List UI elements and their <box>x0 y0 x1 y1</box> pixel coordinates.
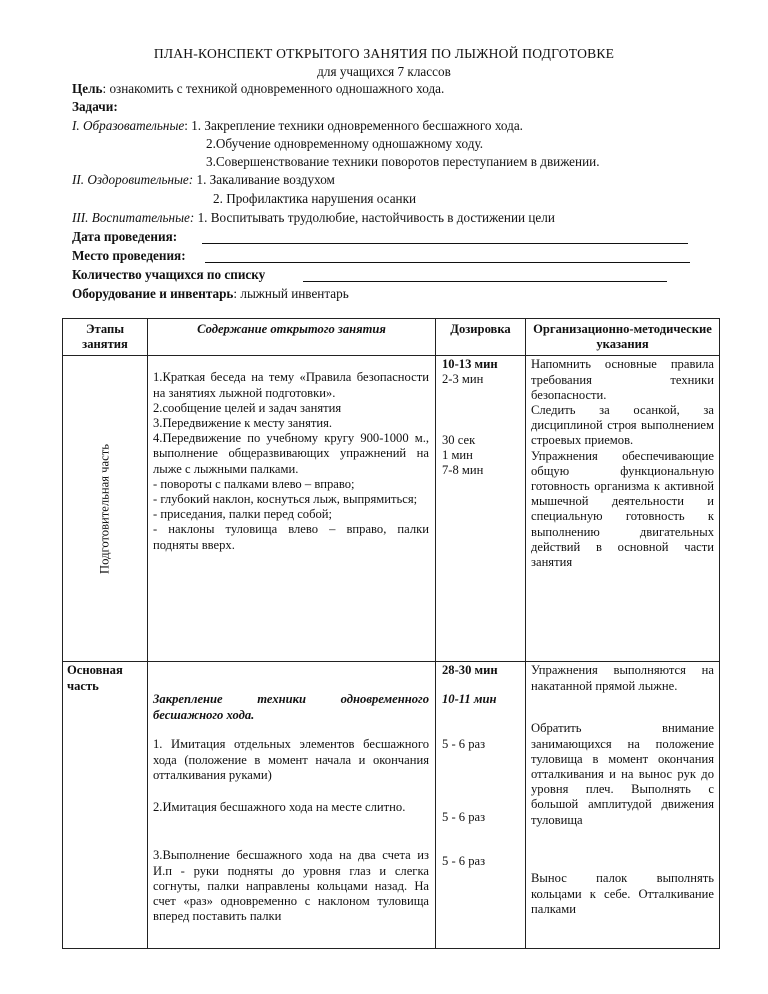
main-note-item: Упражнения выполняются на накатанной прямой лыжне. <box>531 663 714 693</box>
prep-dose-cell <box>436 356 526 662</box>
prep-notes-cell <box>526 356 720 662</box>
prep-content-item: - глубокий наклон, коснуться лыж, выпрямиться; <box>153 492 418 507</box>
goal-line <box>72 80 444 97</box>
prep-content-cell <box>148 356 436 662</box>
goal-text: : ознакомить с техникой одновременного одношажного хода. <box>102 81 445 96</box>
document-subtitle: для учащихся 7 классов <box>317 64 451 79</box>
main-dose-item: 5 - 6 раз <box>442 810 486 825</box>
equipment-line <box>72 285 349 302</box>
date-field-label: Дата проведения: <box>72 229 178 244</box>
prep-dose-item: 1 мин <box>442 448 473 463</box>
prep-content-item: - наклоны туловища влево – вправо, палки подняты вверх. <box>153 522 429 552</box>
prep-dose-item: 30 сек <box>442 433 476 448</box>
tasks-heading <box>72 98 118 115</box>
goal-label: Цель <box>72 81 103 96</box>
prep-dose-item: 2-3 мин <box>442 372 484 387</box>
prep-content-item: 4.Передвижение по учебному кругу 900-1000 м., выполнение общеразвивающих упражнений на лыже с лыжными палками. <box>153 431 429 476</box>
prep-content-item: 2.сообщение целей и задач занятия <box>153 400 342 415</box>
prep-dose-item: 7-8 мин <box>442 463 484 478</box>
prep-content-item: - повороты с палками влево – вправо; <box>153 476 355 491</box>
task-educational-label: I. Образовательные <box>72 118 185 133</box>
prep-note-item: Следить за осанкой, за дисциплиной строя выполнением строевых приемов. <box>531 403 714 448</box>
task-upbringing-label: III. Воспитательные: <box>72 210 195 225</box>
task-upbringing-line <box>72 209 555 226</box>
main-dose-total: 28-30 мин <box>442 663 498 678</box>
prep-notes-text <box>531 357 714 570</box>
prep-content-item: 3.Передвижение к месту занятия. <box>153 416 333 431</box>
prep-content-text <box>153 370 429 552</box>
task-educational-item-2: 2.Обучение одновременному одношажному ходу. <box>206 136 484 151</box>
document-title: ПЛАН-КОНСПЕКТ ОТКРЫТОГО ЗАНЯТИЯ ПО ЛЫЖНОЙ ПОДГОТОВКЕ <box>153 46 615 61</box>
main-note-item: Вынос палок выполнять кольцами к себе. Отталкивание палками <box>531 871 714 916</box>
header-notes: Организационно-методические указания <box>526 319 720 356</box>
table-header-row <box>63 319 720 356</box>
header-stages: Этапы занятия <box>63 319 148 356</box>
task-educational-item-1: : 1. Закрепление техники одновременного бесшажного хода. <box>184 118 523 133</box>
prep-note-item: Упражнения обеспечивающие общую функциональную готовность организма к активной мышечной деятельности и специальную готовность к выполнению двигательных действий в основной части занятия <box>531 448 714 570</box>
equipment-label: Оборудование и инвентарь <box>72 286 234 301</box>
place-field-line <box>205 262 690 263</box>
main-content-item: 2.Имитация бесшажного хода на месте слитно. <box>153 800 406 815</box>
prep-content-item: 1.Краткая беседа на тему «Правила безопасности на занятиях лыжной подготовки». <box>153 370 429 400</box>
prep-stage-label: Подготовительная часть <box>97 443 112 574</box>
header-content: Содержание открытого занятия <box>148 319 436 356</box>
main-stage-label: Основная часть <box>67 663 123 693</box>
task-educational-line <box>72 117 523 134</box>
equipment-text: : лыжный инвентарь <box>233 286 349 301</box>
main-content-item: 3.Выполнение бесшажного хода на два счета из И.п - руки подняты до уровня глаз и слегка согнуты, палки направлены кольцами назад. На счет «раз» одновременно с наклоном туловища вперед поставить палки <box>153 848 429 924</box>
prep-dose-total: 10-13 мин <box>442 357 498 372</box>
main-content-cell <box>148 662 436 949</box>
main-note-item: Обратить внимание занимающихся на положение туловища в момент окончания отталкивания и на вынос рук до уровня плеч. Выполнять с большой амплитудой движения туловища <box>531 721 714 827</box>
task-health-item-2: 2. Профилактика нарушения осанки <box>213 191 417 206</box>
main-content-item: 1. Имитация отдельных элементов бесшажного хода (положение в момент начала и окончания отталкивания руками) <box>153 737 429 782</box>
prep-stage-cell <box>63 356 148 662</box>
main-stage-cell <box>63 662 148 949</box>
tasks-label: Задачи: <box>72 99 118 114</box>
task-educational-item-3: 3.Совершенствование техники поворотов переступанием в движении. <box>206 154 600 169</box>
table-row-prep <box>63 356 720 662</box>
task-upbringing-text: 1. Воспитывать трудолюбие, настойчивость в достижении цели <box>194 210 555 225</box>
table-row-main <box>63 662 720 949</box>
main-dose-item: 5 - 6 раз <box>442 737 486 752</box>
lesson-plan-table <box>62 318 720 949</box>
place-field-label: Место проведения: <box>72 248 186 263</box>
header-dose: Дозировка <box>436 319 526 356</box>
main-dose-cell <box>436 662 526 949</box>
date-field-line <box>202 243 688 244</box>
main-dose-item: 5 - 6 раз <box>442 854 486 869</box>
main-subtitle: Закрепление техники одновременного бесшажного хода. <box>153 692 429 722</box>
count-field-label: Количество учащихся по списку <box>72 267 266 282</box>
prep-note-item: Напомнить основные правила требования техники безопасности. <box>531 357 714 402</box>
main-subtitle-dose: 10-11 мин <box>442 692 497 707</box>
count-field-line <box>303 281 667 282</box>
task-health-item-1: 1. Закаливание воздухом <box>193 172 335 187</box>
task-health-label: II. Оздоровительные: <box>72 172 194 187</box>
task-health-line <box>72 171 335 188</box>
prep-content-item: - приседания, палки перед собой; <box>153 507 333 522</box>
main-notes-cell <box>526 662 720 949</box>
